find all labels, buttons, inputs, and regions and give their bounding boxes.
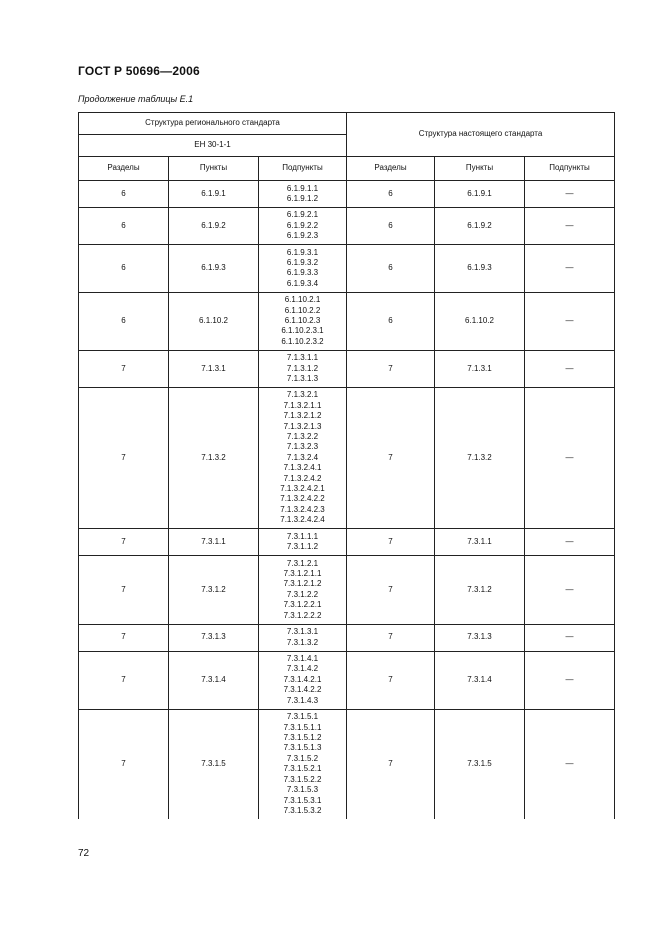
cell-item-left: 6.1.9.3 [169,245,259,293]
cell-subitems-right: — [525,350,615,387]
subitem: 7.1.3.2.4 [286,452,319,462]
cell-item-left: 7.1.3.1 [169,350,259,387]
subitem: 7.1.3.2.4.2.1 [280,484,325,494]
subitem: 7.3.1.1.2 [286,542,319,552]
table-row [79,350,615,387]
subitem: 7.3.1.5.2.2 [283,774,322,784]
cell-item-left: 7.1.3.2 [169,387,259,528]
table-row [79,208,615,245]
subitem: 6.1.10.2.3.1 [281,326,324,336]
subitem-list [259,389,346,526]
subitem: 7.1.3.2.1.2 [283,411,322,421]
cell-subitems-left [259,181,347,208]
cell-subitems-left [259,208,347,245]
subitem: 6.1.9.2.3 [286,231,319,241]
subitem: 6.1.9.3.1 [286,247,319,257]
subitem: 6.1.9.3.4 [286,278,319,288]
cell-item-left: 7.3.1.1 [169,529,259,556]
cell-subitems-right: — [525,245,615,293]
subitem-list [259,352,346,385]
cell-section-left: 7 [79,651,169,709]
cell-section-right: 6 [347,181,435,208]
table-row [79,387,615,528]
cell-section-right: 7 [347,709,435,819]
table-caption: Продолжение таблицы Е.1 [78,94,194,104]
subitem: 7.3.1.5.3.2 [283,805,322,815]
cell-subitems-left [259,350,347,387]
cell-subitems-left [259,556,347,624]
subitem: 7.3.1.4.2.1 [283,674,322,684]
table-row [79,624,615,651]
column-header-sections-left: Разделы [79,157,169,181]
subitem: 7.3.1.4.2.2 [283,685,322,695]
subitem: 7.1.3.2.4.2 [283,473,322,483]
cell-subitems-left [259,245,347,293]
subitem: 7.1.3.1.3 [286,374,319,384]
subitem-list [259,183,346,206]
subitem: 7.3.1.2.2.2 [283,610,322,620]
cell-item-left: 6.1.9.1 [169,181,259,208]
subitem: 7.3.1.4.2 [286,664,319,674]
subitem: 6.1.10.2.1 [284,295,321,305]
cell-item-left: 6.1.10.2 [169,292,259,350]
cell-subitems-right: — [525,651,615,709]
table-row [79,709,615,819]
subitem: 6.1.10.2.3 [284,316,321,326]
subitem: 7.1.3.2.1 [286,390,319,400]
cell-item-right: 7.3.1.4 [435,651,525,709]
subitem: 7.1.3.2.3 [286,442,319,452]
subitem: 7.1.3.1.2 [286,363,319,373]
cell-item-left: 7.3.1.2 [169,556,259,624]
cell-item-right: 6.1.9.2 [435,208,525,245]
subitem: 7.3.1.4.3 [286,695,319,705]
header-regional-standard-code: ЕН 30-1-1 [79,135,347,157]
subitem: 6.1.9.3.3 [286,268,319,278]
subitem: 7.3.1.5.3.1 [283,795,322,805]
subitem-list [259,558,346,622]
cell-subitems-right: — [525,208,615,245]
cell-subitems-right: — [525,387,615,528]
cell-item-right: 7.1.3.1 [435,350,525,387]
cell-subitems-left [259,709,347,819]
cell-section-left: 7 [79,709,169,819]
subitem: 6.1.9.1.2 [286,194,319,203]
subitem: 7.3.1.4.1 [286,654,319,664]
subitem: 6.1.10.2.2 [284,305,321,315]
cell-subitems-left [259,529,347,556]
cell-section-right: 7 [347,529,435,556]
cell-section-right: 6 [347,245,435,293]
cell-item-left: 7.3.1.3 [169,624,259,651]
subitem: 7.1.3.2.1.3 [283,421,322,431]
cell-subitems-right: — [525,624,615,651]
table-row [79,245,615,293]
cell-section-left: 7 [79,529,169,556]
subitem-list [259,626,346,649]
cell-item-left: 7.3.1.5 [169,709,259,819]
subitem: 7.3.1.2.2.1 [283,600,322,610]
cell-section-right: 6 [347,292,435,350]
cell-item-right: 7.3.1.1 [435,529,525,556]
cell-section-left: 6 [79,181,169,208]
cell-subitems-left [259,292,347,350]
cell-item-right: 7.3.1.2 [435,556,525,624]
header-this-standard: Структура настоящего стандарта [347,113,615,157]
page-number: 72 [78,848,90,859]
cell-item-right: 7.3.1.5 [435,709,525,819]
subitem-list [259,294,346,348]
subitem: 7.3.1.5.1.3 [283,743,322,753]
subitem: 7.3.1.3.2 [286,637,319,647]
cell-section-right: 6 [347,208,435,245]
table-row [79,651,615,709]
cell-section-right: 7 [347,387,435,528]
table-row [79,556,615,624]
column-header-sections-right: Разделы [347,157,435,181]
cell-item-left: 7.3.1.4 [169,651,259,709]
subitem: 7.1.3.2.4.2.4 [280,515,325,525]
column-header-items-left: Пункты [169,157,259,181]
subitem-list [259,247,346,291]
subitem: 6.1.9.2.1 [286,210,319,220]
subitem-list [259,209,346,242]
column-header-items-right: Пункты [435,157,525,181]
subitem: 7.3.1.5.3 [286,785,319,795]
subitem-list [259,653,346,707]
subitem: 7.3.1.2.1 [286,558,319,568]
correspondence-table [78,112,615,819]
subitem: 6.1.9.1.1 [286,183,319,193]
subitem-list [259,531,346,554]
cell-subitems-right: — [525,292,615,350]
subitem: 6.1.9.2.2 [286,220,319,230]
subitem: 7.3.1.2.1.1 [283,569,322,579]
subitem: 7.1.3.2.4.2.2 [280,494,325,504]
subitem: 7.3.1.5.1.2 [283,733,322,743]
subitem: 6.1.10.2.3.2 [281,336,324,346]
cell-subitems-right: — [525,181,615,208]
subitem: 7.3.1.5.2.1 [283,764,322,774]
subitem: 7.1.3.2.1.1 [283,400,322,410]
cell-section-left: 7 [79,624,169,651]
cell-item-right: 7.1.3.2 [435,387,525,528]
subitem: 7.3.1.2.1.2 [283,579,322,589]
document-header: ГОСТ Р 50696—2006 [78,64,200,78]
cell-item-right: 6.1.10.2 [435,292,525,350]
subitem: 7.3.1.2.2 [286,589,319,599]
cell-section-left: 6 [79,292,169,350]
cell-item-left: 6.1.9.2 [169,208,259,245]
table-row [79,529,615,556]
cell-section-right: 7 [347,651,435,709]
cell-section-left: 7 [79,556,169,624]
cell-item-right: 6.1.9.3 [435,245,525,293]
cell-item-right: 6.1.9.1 [435,181,525,208]
subitem: 7.3.1.5.2 [286,753,319,763]
cell-section-right: 7 [347,556,435,624]
cell-section-left: 6 [79,208,169,245]
column-header-subitems-right: Подпункты [525,157,615,181]
cell-subitems-right: — [525,556,615,624]
cell-section-left: 7 [79,387,169,528]
cell-subitems-left [259,387,347,528]
subitem: 7.3.1.1.1 [286,531,319,541]
subitem: 6.1.9.3.2 [286,258,319,268]
cell-section-left: 6 [79,245,169,293]
cell-item-right: 7.3.1.3 [435,624,525,651]
subitem: 7.1.3.2.2 [286,432,319,442]
cell-section-right: 7 [347,624,435,651]
subitem: 7.1.3.2.4.1 [283,463,322,473]
cell-subitems-left [259,624,347,651]
header-regional-standard: Структура регионального стандарта [79,113,347,135]
cell-subitems-left [259,651,347,709]
column-header-subitems-left: Подпункты [259,157,347,181]
subitem: 7.3.1.3.1 [286,627,319,637]
subitem-list [259,711,346,817]
subitem: 7.3.1.5.1.1 [283,722,322,732]
subitem: 7.3.1.5.1 [286,712,319,722]
cell-subitems-right: — [525,529,615,556]
subitem: 7.1.3.1.1 [286,353,319,363]
table-row [79,181,615,208]
table-row [79,292,615,350]
subitem: 7.1.3.2.4.2.3 [280,504,325,514]
cell-subitems-right: — [525,709,615,819]
cell-section-left: 7 [79,350,169,387]
cell-section-right: 7 [347,350,435,387]
